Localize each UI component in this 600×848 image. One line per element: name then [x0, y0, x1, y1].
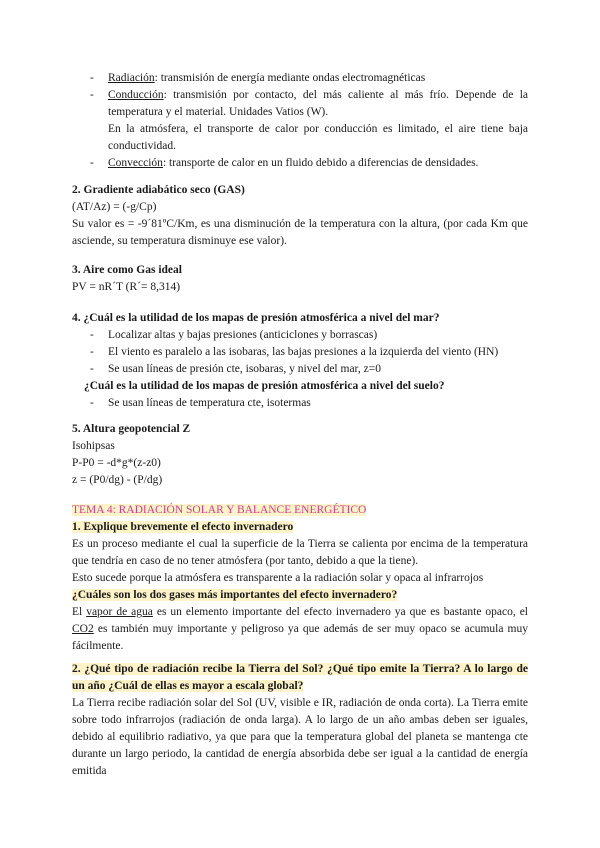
list-item-text: El viento es paralelo a las isobaras, las bajas presiones a la izquierda del viento (HN) — [108, 346, 499, 358]
dash-bullet: - — [90, 363, 94, 375]
q1-text: Es un proceso mediante el cual la superficie de la Tierra se calienta por encima de la temperatura que tendría en caso de no tener atmósfera (por tanto, debido a que la tiene). — [72, 538, 528, 567]
geo-line: P-P0 = -d*g*(z-z0) — [72, 457, 161, 469]
list-item — [72, 327, 528, 344]
list-item — [72, 344, 528, 361]
geo-line: Isohipsas — [72, 440, 115, 452]
subheading: ¿Cuál es la utilidad de los mapas de presión atmosférica a nivel del suelo? — [84, 380, 445, 392]
q2-heading — [72, 661, 528, 695]
gas-text: Su valor es = -9´81ºC/Km, es una disminución de la temperatura con la altura, (por cada Km que asciende, su temperatura disminuye ese valor). — [72, 218, 528, 247]
section-tema4 — [72, 502, 528, 655]
term-co2: CO2 — [72, 623, 94, 635]
section-maps — [72, 310, 528, 412]
tema-title-text: TEMA 4: RADIACIÓN SOLAR Y BALANCE ENERGÉTICO — [72, 504, 367, 516]
dash-bullet: - — [90, 346, 94, 358]
dash-bullet: - — [90, 329, 94, 341]
q1-heading — [72, 519, 528, 536]
term-vapor-agua: vapor de agua — [86, 606, 153, 618]
list-item-text: Se usan líneas de temperatura cte, isotermas — [108, 397, 311, 409]
term-conveccion: Convección — [108, 157, 163, 169]
conveccion-text: : transporte de calor en un fluido debido a diferencias de densidades. — [162, 157, 479, 169]
q1b-pre: El — [72, 606, 87, 618]
q1b-mid: es un elemento importante del efecto invernadero ya que es bastante opaco, el — [152, 606, 528, 618]
section-heading: 4. ¿Cuál es la utilidad de los mapas de presión atmosférica a nivel del mar? — [72, 312, 440, 324]
radiacion-text: : transmisión de energía mediante ondas electromagnéticas — [154, 72, 426, 84]
heat-transfer-list — [72, 70, 528, 172]
list-item-text: Localizar altas y bajas presiones (anticiclones y borrascas) — [108, 329, 378, 341]
list-item — [72, 395, 528, 412]
term-conduccion: Conducción — [108, 89, 164, 101]
list-item-conveccion — [72, 155, 528, 172]
term-radiacion: Radiación — [108, 72, 155, 84]
tema-title — [72, 502, 528, 519]
conduccion-note: En la atmósfera, el transporte de calor por conducción es limitado, el aire tiene baja conductividad. — [108, 123, 528, 152]
q1b-post: es también muy importante y peligroso ya que además de ser muy opaco se acumula muy fácilmente. — [72, 623, 528, 652]
conduccion-text: : transmisión por contacto, del más caliente al más frío. Depende de la temperatura y el material. Unidades Vatios (W). — [108, 89, 528, 118]
section-heading: 5. Altura geopotencial Z — [72, 423, 191, 435]
section-heading: 3. Aire como Gas ideal — [72, 264, 182, 276]
section-q2 — [72, 661, 528, 780]
section-geopotential — [72, 421, 528, 489]
q1-heading-text: 1. Explique brevemente el efecto invernadero — [72, 521, 294, 533]
section-heading: 2. Gradiente adiabático seco (GAS) — [72, 184, 245, 196]
dash-bullet: - — [90, 157, 94, 169]
dash-bullet: - — [90, 72, 94, 84]
geo-line: z = (P0/dg) - (P/dg) — [72, 474, 163, 486]
q2-text: La Tierra recibe radiación solar del Sol (UV, visible e IR, radiación de onda corta). La Tierra emite sobre todo infrarrojos (radiación de onda larga). A lo largo de un año ambas deben ser iguales, debido al equilibrio radiativo, ya que para que la temperatura global del planeta se mantenga cte durante un largo periodo, la cantidad de energía absorbida debe ser igual a la cantidad de energía emitida — [72, 697, 528, 777]
list-item-conduccion — [72, 87, 528, 121]
gas-formula: (AT/Az) = (-g/Cp) — [72, 201, 157, 213]
list-item-text: Se usan líneas de presión cte, isobaras, y nivel del mar, z=0 — [108, 363, 382, 375]
dash-bullet: - — [90, 397, 94, 409]
q1-text-2: Esto sucede porque la atmósfera es transparente a la radiación solar y opaca al infrarrojos — [72, 572, 484, 584]
q2-heading-text: 2. ¿Qué tipo de radiación recibe la Tierra del Sol? ¿Qué tipo emite la Tierra? A lo largo de un año ¿Cuál de ellas es mayor a escala global? — [72, 663, 528, 692]
q1b-heading-text: ¿Cuáles son los dos gases más importantes del efecto invernadero? — [72, 589, 398, 601]
section-gas — [72, 182, 528, 250]
ideal-gas-formula: PV = nR´T (R´= 8,314) — [72, 281, 181, 293]
list-item-radiacion — [72, 70, 528, 87]
section-ideal-gas — [72, 262, 528, 296]
q1b-text — [72, 604, 528, 655]
q1b-heading — [72, 587, 528, 604]
dash-bullet: - — [90, 89, 94, 101]
list-item — [72, 361, 528, 378]
